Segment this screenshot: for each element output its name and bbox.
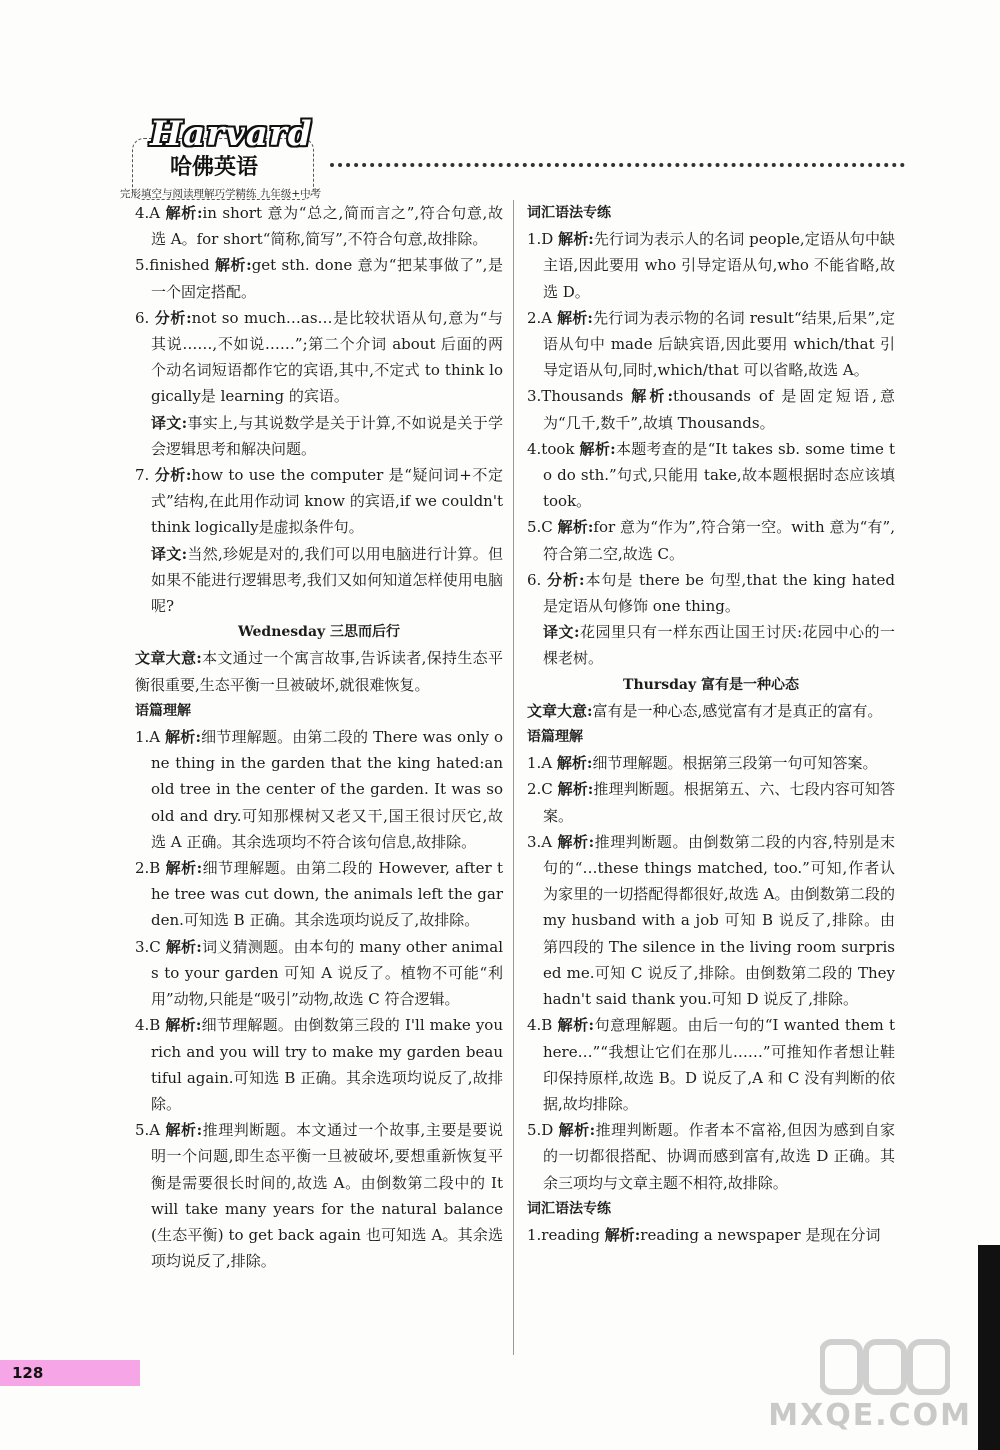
answer-text: thousands of 是固定短语,意为“几千,数千”,故填 Thousands。 (543, 387, 895, 432)
answer-text: 细节理解题。由第二段的 There was only one thing in the garden that the king hated:an old tree in the center of the garden. It was so old and dry.可知那棵树又老又干,国王很讨厌它,故选 A 正确。其余选项均不符合该句信息,故排除。 (151, 728, 503, 851)
answer-text: 本题考查的是“It takes sb. some time to do sth.”句式,只能用 take,故本题根据时态应该填 took。 (543, 439, 895, 511)
label-text: 富有是一种心态,感觉富有才是真正的富有。 (592, 701, 883, 720)
harvard-logo (120, 108, 320, 208)
section-heading: 词汇语法专练 (527, 205, 611, 221)
answer-item (135, 305, 503, 410)
answer-item (527, 436, 895, 515)
answer-item (527, 1117, 895, 1196)
answer-item (527, 1012, 895, 1117)
answer-tag: 解析: (165, 728, 201, 747)
answer-tag: 解析: (557, 1016, 595, 1035)
watermark-text: MXQE.COM (768, 1398, 972, 1433)
answer-item (135, 462, 503, 541)
answer-tag: 解析: (165, 1121, 203, 1140)
answer-tag: 解析: (557, 832, 595, 851)
answer-item (135, 200, 503, 252)
answer-item (527, 829, 895, 1012)
answer-number: 2.A (527, 308, 558, 327)
answer-text: 细节理解题。由第二段的 However, after the tree was cut down, the animals left the garden.可知选 B 正确。其余选项均说反了,故排除。 (151, 859, 504, 930)
answer-number: 3.C (135, 937, 166, 956)
answer-text: 推理判断题。根据第五、六、七段内容可知答案。 (543, 780, 895, 825)
answer-item (527, 750, 895, 776)
answer-number: 4.B (135, 1016, 166, 1035)
answer-text: 先行词为表示人的名词 people,定语从句中缺主语,因此要用 who 引导定语从句,who 不能省略,故选 D。 (543, 230, 895, 301)
answer-item (135, 1117, 503, 1274)
answer-item (527, 305, 895, 384)
answer-item (135, 724, 503, 855)
answer-text: in short 意为“总之,简而言之”,符合句意,故选 A。for short“简称,简写”,不符合句意,故排除。 (151, 204, 503, 249)
answer-item (135, 934, 503, 1013)
answer-number: 6. (135, 308, 155, 327)
answer-tag: 解析: (165, 204, 203, 222)
section-heading: 语篇理解 (135, 702, 191, 719)
answer-tag: 解析: (579, 439, 616, 458)
answer-text: 推理判断题。由倒数第二段的内容,特别是末句的“…these things matched, too.”可知,作者认为家里的一切搭配得都很好,故选 A。由倒数第二段的 my husband with a job 可知 B 说反了,排除。由第四段的 The silence in the living room surprised me.可知 C 说反了,排除。由倒数第二段的 They hadn't said thank you.可知 D 说反了,排除。 (543, 832, 895, 1009)
answer-tag: 解析: (165, 1016, 202, 1035)
translation (135, 410, 503, 462)
watermark-answer-icon (820, 1338, 950, 1396)
answer-tag: 解析: (557, 780, 594, 799)
left-column (135, 200, 503, 1274)
answer-tag: 解析: (557, 518, 594, 537)
answer-tag: 解析: (165, 937, 202, 956)
answer-tag: 解析: (214, 256, 252, 275)
page-header (120, 108, 900, 213)
answer-text: 细节理解题。由倒数第三段的 I'll make you rich and you will try to make my garden beautiful again.可知选 B 正确。其余选项均说反了,故排除。 (151, 1016, 503, 1113)
answer-tag: 解析: (558, 1121, 596, 1140)
answer-tag: 分析: (154, 308, 192, 327)
answer-tag: 分析: (547, 570, 585, 589)
answer-text: 句意理解题。由后一句的“I wanted them there…”“我想让它们在那儿……”可推知作者想让鞋印保持原样,故选 B。D 说反了,A 和 C 没有判断的依据,故均排除。 (543, 1016, 896, 1113)
answer-text: how to use the computer 是“疑问词+不定式”结构,在此用作动词 know 的宾语,if we couldn't think logically是虚拟条件句。 (151, 466, 503, 537)
book-subtitle: 完形填空与阅读理解巧学精练 九年级+中考 (120, 188, 322, 200)
label-text: 花园里只有一样东西让国王讨厌:花园中心的一棵老树。 (543, 623, 895, 668)
answer-number: 2.C (527, 780, 558, 799)
answer-text: 先行词为表示物的名词 result“结果,后果”,定语从句中 made 后缺宾语,因此要用 which/that 引导定语从句,同时,which/that 可以省略,故选 A。 (543, 308, 896, 380)
answer-number: 1.D (527, 230, 559, 249)
answer-number: 1.A (135, 728, 166, 747)
label-tag: 文章大意: (135, 649, 202, 668)
answer-item (527, 1222, 895, 1248)
summary (527, 698, 895, 724)
label-text: 当然,珍妮是对的,我们可以用电脑进行计算。但如果不能进行逻辑思考,我们又如何知道怎样使用电脑呢? (151, 544, 503, 616)
answer-item (527, 383, 895, 435)
label-text: 本文通过一个寓言故事,告诉读者,保持生态平衡很重要,生态平衡一旦被破坏,就很难恢复。 (135, 649, 503, 694)
answer-tag: 解析: (604, 1225, 641, 1244)
translation (135, 541, 503, 620)
answer-tag: 解析: (556, 754, 593, 773)
page-number: 128 (0, 1360, 140, 1386)
answer-item (527, 226, 895, 305)
answer-text: 本句是 there be 句型,that the king hated 是定语从句修饰 one thing。 (543, 570, 895, 616)
answer-number: 4.A (135, 204, 166, 222)
right-column (527, 200, 895, 1248)
answer-number: 5.C (527, 518, 558, 537)
summary (135, 645, 503, 697)
day-heading: Wednesday 三思而后行 (237, 624, 401, 641)
label-tag: 译文: (151, 413, 188, 432)
answer-number: 7. (135, 466, 155, 485)
label-tag: 译文: (151, 544, 188, 563)
answer-number: 4.B (527, 1016, 558, 1035)
answer-number: 3.A (527, 832, 558, 851)
answer-tag: 分析: (154, 466, 192, 485)
column-divider (513, 200, 514, 1355)
answer-number: 1.A (527, 754, 557, 773)
answer-number: 6. (527, 570, 548, 589)
answer-tag: 解析: (165, 859, 203, 878)
day-heading: Thursday 富有是一种心态 (623, 676, 799, 693)
answer-number: 2.B (135, 859, 166, 878)
label-tag: 文章大意: (527, 701, 593, 720)
answer-tag: 解析: (558, 230, 594, 249)
section-heading: 词汇语法专练 (527, 1200, 611, 1217)
answer-item (527, 514, 895, 566)
answer-text: for 意为“作为”,符合第一空。with 意为“有”,符合第二空,故选 C。 (543, 518, 895, 563)
answer-number: 5.A (135, 1121, 166, 1140)
answer-item (135, 1012, 503, 1117)
answer-text: reading a newspaper 是现在分词 (640, 1225, 881, 1244)
answer-number: 3.Thousands (527, 387, 632, 406)
page-edge-tab (978, 1245, 1000, 1450)
label-tag: 译文: (543, 623, 580, 642)
answer-tag: 解析: (631, 387, 674, 406)
answer-item (527, 776, 895, 828)
answer-text: 细节理解题。根据第三段第一句可知答案。 (592, 754, 878, 773)
answer-text: get sth. done 意为“把某事做了”,是一个固定搭配。 (151, 256, 503, 301)
label-text: 事实上,与其说数学是关于计算,不如说是关于学会逻辑思考和解决问题。 (151, 413, 503, 458)
answer-item (135, 252, 503, 304)
answer-number: 4.took (527, 439, 580, 458)
answer-columns (135, 200, 895, 1370)
answer-item (135, 855, 503, 934)
answer-text: 词义猜测题。由本句的 many other animals to your garden 可知 A 说反了。植物不可能“利用”动物,只能是“吸引”动物,故选 C 符合逻辑。 (151, 937, 503, 1009)
logo-chinese: 哈佛英语 (170, 155, 259, 180)
answer-text: 推理判断题。作者本不富裕,但因为感到自家的一切都很搭配、协调而感到富有,故选 D 正确。其余三项均与文章主题不相符,故排除。 (543, 1121, 895, 1192)
answer-tag: 解析: (557, 308, 593, 327)
answer-number: 1.reading (527, 1225, 605, 1244)
answer-text: 推理判断题。本文通过一个故事,主要是要说明一个问题,即生态平衡一旦被破坏,要想重新恢复平衡是需要很长时间的,故选 A。由倒数第二段中的 It will take many years for the natural balance(生态平衡) to get back again 也可知选 A。其余选项均说反了,排除。 (151, 1121, 503, 1271)
translation (527, 619, 895, 671)
answer-number: 5.D (527, 1121, 559, 1140)
answer-text: not so much…as…是比较状语从句,意为“与其说……,不如说……”;第二个介词 about 后面的两个动名词短语都作它的宾语,其中,不定式 to think logically是 learning 的宾语。 (151, 308, 503, 406)
answer-item (527, 567, 895, 619)
section-heading: 语篇理解 (527, 729, 583, 746)
logo-english: Harvard (150, 114, 313, 154)
answer-number: 5.finished (135, 256, 215, 275)
header-dotted-rule (330, 163, 905, 167)
